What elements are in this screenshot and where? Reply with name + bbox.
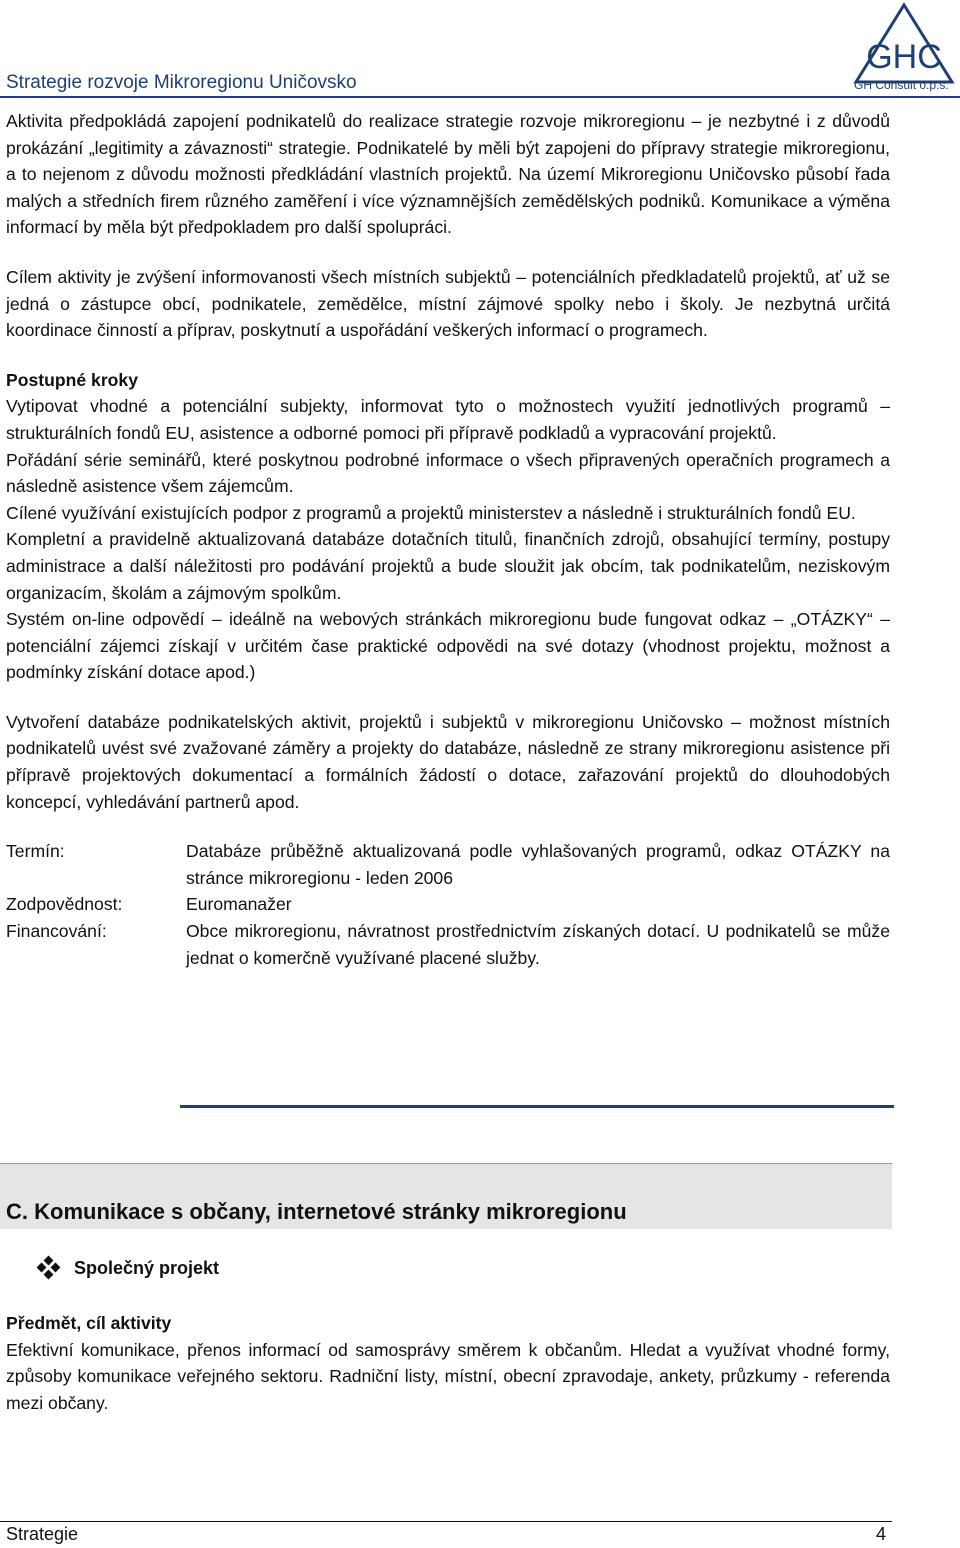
goal-heading: Předmět, cíl aktivity bbox=[6, 1313, 172, 1333]
section-c-body bbox=[6, 1310, 890, 1416]
detail-label: Zodpovědnost: bbox=[6, 894, 123, 915]
paragraph-goal: Cílem aktivity je zvýšení informovanosti všech místních subjektů – potenciálních předkladatelů projektů, ať už se jedná o zástupce obcí, podnikatele, zemědělce, místní zájmové spolky nebo i školy. Je nezbytná určitá koordinace činností a příprav, poskytnutí a uspořádání veškerých informací o programech. bbox=[6, 266, 890, 341]
step-item: Kompletní a pravidelně aktualizovaná databáze dotačních titulů, finančních zdrojů, obsahující termíny, postupy administrace a další náležitosti pro podávání projektů a bude sloužit jak obcím, tak podnikatelům, neziskovým organizacím, školám a zájmovým spolkům. bbox=[6, 529, 890, 603]
project-bullet bbox=[38, 1257, 219, 1279]
diamond-bullet-icon bbox=[38, 1257, 60, 1279]
step-item: Systém on-line odpovědí – ideálně na webových stránkách mikroregionu bude fungovat odkaz – „OTÁZKY“ – potenciální zájemci získají v určitém čase praktické odpovědi na své dotazy (vhodnost projektu, možnost a podmínky získání dotace apod.) bbox=[6, 609, 890, 683]
detail-label: Financování: bbox=[6, 921, 107, 942]
step-item: Vytipovat vhodné a potenciální subjekty, informovat tyto o možnostech využití jednotlivých programů – strukturálních fondů EU, asistence a odborné pomoci při přípravě podkladů a vypracování projektů. bbox=[6, 396, 890, 443]
project-label: Společný projekt bbox=[74, 1257, 220, 1278]
detail-financing bbox=[6, 918, 890, 971]
footer-rule bbox=[0, 1521, 892, 1522]
steps-heading: Postupné kroky bbox=[6, 369, 138, 390]
detail-term bbox=[6, 838, 890, 891]
logo-text: GHC bbox=[866, 38, 942, 76]
detail-label: Termín: bbox=[6, 841, 65, 862]
footer-label: Strategie bbox=[6, 1524, 79, 1544]
paragraph-database: Vytvoření databáze podnikatelských aktivit, projektů i subjektů v mikroregionu Uničovsko – možnost místních podnikatelů uvést své zvažované záměry a projekty do databáze, následně ze strany mikroregionu asistence při přípravě projektových dokumentací a formálních žádostí o dotace, zařazování projektů do dlouhodobých koncepcí, vyhledávání partnerů apod. bbox=[6, 711, 890, 812]
step-item: Pořádání série seminářů, které poskytnou podrobné informace o všech připravených operačních programech a následně asistence všem zájemcům. bbox=[6, 449, 890, 497]
section-separator bbox=[180, 1105, 894, 1108]
detail-value: Euromanažer bbox=[186, 894, 292, 915]
step-item: Cílené využívání existujících podpor z programů a projektů ministerstev a následně i strukturálních fondů EU. bbox=[6, 502, 856, 523]
goal-text: Efektivní komunikace, přenos informací od samosprávy směrem k občanům. Hledat a využívat vhodné formy, způsoby komunikace veřejného sektoru. Radniční listy, místní, obecní zpravodaje, ankety, průzkumy - referenda mezi občany. bbox=[6, 1339, 890, 1413]
detail-responsibility bbox=[6, 891, 890, 918]
logo-subtext: GH Consult o.p.s. bbox=[854, 78, 949, 92]
section-title: C. Komunikace s občany, internetové stránky mikroregionu bbox=[6, 1199, 627, 1224]
header-rule bbox=[0, 96, 960, 98]
document-header-title: Strategie rozvoje Mikroregionu Uničovsko bbox=[6, 72, 357, 93]
detail-value: Databáze průběžně aktualizovaná podle vyhlašovaných programů, odkaz OTÁZKY na stránce mikroregionu - leden 2006 bbox=[186, 841, 890, 888]
detail-value: Obce mikroregionu, návratnost prostřednictvím získaných dotací. U podnikatelů se může jednat o komerčně využívané placené služby. bbox=[186, 921, 890, 968]
paragraph-entrepreneurs: Aktivita předpokládá zapojení podnikatelů do realizace strategie rozvoje mikroregionu – je nezbytné i z důvodů prokázání „legitimity a závaznosti“ strategie. Podnikatelé by měli být zapojeni do přípravy strategie mikroregionu, a to nejenom z důvodu možnosti předkládání vlastních projektů. Na území Mikroregionu Uničovsko působí řada malých a středních firem různého zaměření i více významnějších zemědělských podniků. Komunikace a výměna informací by měla být předpokladem pro další spolupráci. bbox=[6, 111, 890, 238]
body-text bbox=[6, 108, 890, 971]
page-number: 4 bbox=[876, 1524, 887, 1544]
